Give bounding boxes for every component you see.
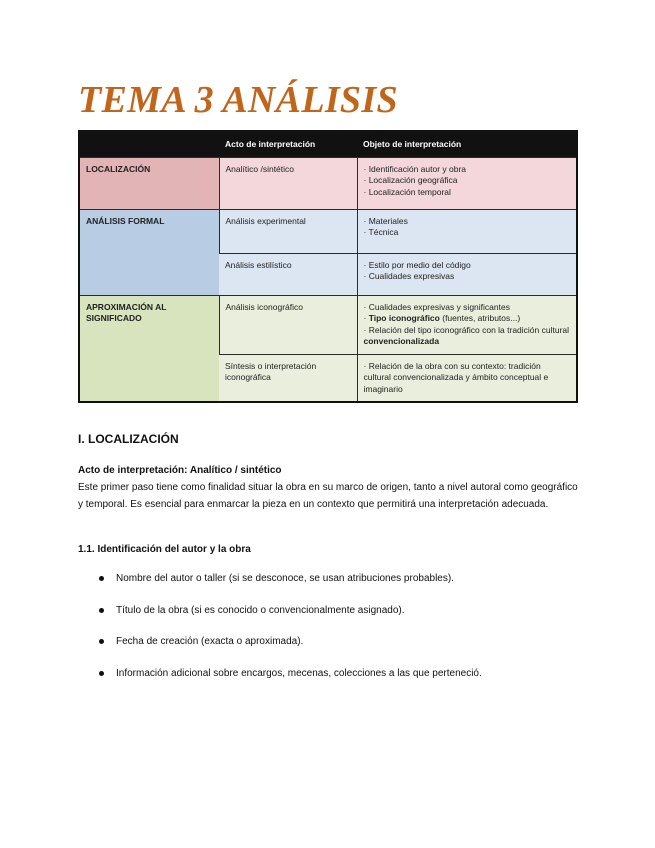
object-bold: Tipo iconográfico [368, 313, 440, 324]
act-cell: Análisis iconográfico [219, 296, 357, 355]
list-item-text: Información adicional sobre encargos, mecenas, colecciones a las que perteneció. [116, 667, 482, 679]
object-cell [357, 296, 577, 355]
bullet-icon [99, 639, 104, 644]
table-row-analisis-formal [79, 210, 577, 254]
section-heading: I. LOCALIZACIÓN [78, 432, 179, 446]
table-row-localizacion [79, 158, 577, 210]
object-line: · Cualidades expresivas y significantes [363, 302, 510, 312]
object-line: · Cualidades expresivas [363, 271, 455, 282]
bullet-icon [99, 671, 104, 676]
object-line: · Tipo iconográfico (fuentes, atributos...) [363, 313, 521, 324]
object-line: · Relación de la obra con su contexto: tradición cultural convencionalizada y ámbito conceptual e imaginario [363, 360, 549, 394]
table-header-row [79, 131, 577, 158]
object-bold: convencionalizada [363, 336, 440, 347]
object-text: (fuentes, atributos...) [442, 313, 521, 324]
section-cell-localizacion [79, 158, 219, 210]
subsection-heading: 1.1. Identificación del autor y la obra [78, 544, 251, 555]
object-cell [357, 158, 577, 210]
act-cell: Analítico /sintético [219, 158, 357, 210]
interpretation-table [78, 130, 578, 403]
list-item [96, 604, 576, 636]
list-item-text: Fecha de creación (exacta o aproximada). [116, 636, 304, 647]
object-line: · Identificación autor y obra [363, 164, 467, 174]
act-cell: Síntesis o interpretación iconográfica [219, 354, 357, 402]
intro-paragraph: Este primer paso tiene como finalidad situar la obra en su marco de origen, tanto a nivel autoral como geográfico y temporal. Es esencial para enmarcar la pieza en un contexto que permitirá una interpretación adecuada. [78, 482, 578, 510]
object-cell [357, 210, 577, 254]
object-line: · Materiales [363, 216, 408, 226]
bullet-icon [99, 608, 104, 613]
list-item [96, 635, 576, 667]
object-line: · Localización temporal [363, 186, 451, 197]
table-header-empty [79, 131, 219, 158]
page-title: TEMA 3 ANÁLISIS [78, 79, 398, 121]
act-cell: Análisis experimental [219, 210, 357, 254]
list-item-text: Nombre del autor o taller (si se desconoce, se usan atribuciones probables). [116, 573, 454, 584]
act-heading: Acto de interpretación: Analítico / sintético [78, 465, 282, 476]
object-text: · Relación del tipo iconográfico con la tradición cultural [363, 324, 570, 335]
list-item [96, 667, 576, 699]
table-row-aproximacion [79, 296, 577, 355]
object-line [364, 325, 571, 348]
section-label: ANÁLISIS FORMAL [86, 216, 165, 226]
list-item-text: Título de la obra (si es conocido o convencionalmente asignado). [116, 604, 405, 616]
bullet-list [96, 572, 576, 698]
section-cell-aproximacion [79, 296, 219, 403]
bullet-icon [99, 576, 104, 581]
act-cell: Análisis estilístico [219, 254, 357, 296]
object-line: · Localización geográfica [363, 175, 458, 186]
section-label: LOCALIZACIÓN [86, 164, 151, 174]
object-cell [357, 254, 577, 296]
table-header-act: Acto de interpretación [219, 131, 357, 158]
section-label: APROXIMACIÓN AL SIGNIFICADO [86, 302, 167, 324]
list-item [96, 572, 576, 604]
object-cell [357, 354, 577, 402]
section-cell-analisis-formal [79, 210, 219, 296]
object-line: · Técnica [363, 227, 399, 238]
table-header-object: Objeto de interpretación [357, 131, 577, 158]
object-line: · Estilo por medio del código [363, 260, 471, 270]
